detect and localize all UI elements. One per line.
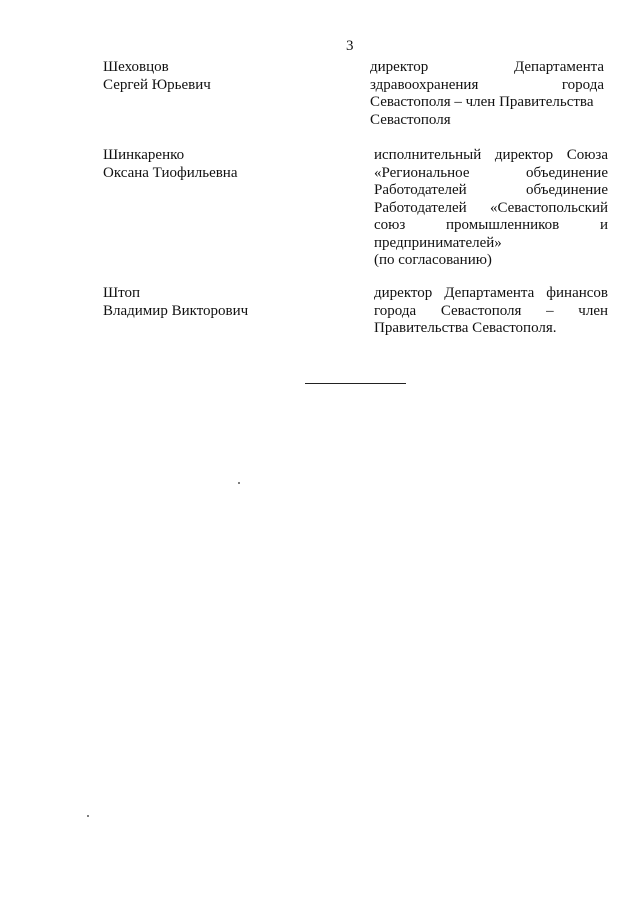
scan-speck [87,815,89,817]
role-line: союз промышленников и [374,217,608,233]
role-line: предпринимателей» [374,234,502,251]
member-surname: Штоп [103,285,141,301]
role-line: города Севастополя – член [374,302,608,319]
role-line: Севастополя – член Правительства [370,94,594,110]
member-given-name: Сергей Юрьевич [103,76,211,93]
member-given-name: Владимир Викторович [103,302,249,319]
role-line: директор Департамента финансов [374,285,608,301]
role-line: «Региональное объединение [374,164,608,181]
role-line: Работодателей «Севастопольский [374,199,608,216]
role-line: директор Департамента [370,59,604,75]
role-line: Правительства Севастополя. [374,320,557,336]
role-line: (по согласованию) [374,252,492,268]
role-line: Севастополя [370,111,451,128]
role-line: Работодателей объединение [374,182,608,198]
scan-speck [238,482,240,484]
member-role-shinkarenko [374,147,608,270]
member-surname: Шеховцов [103,59,169,75]
role-line: здравоохранения города [370,76,604,93]
member-surname: Шинкаренко [103,147,185,163]
member-name-shtop [103,285,343,320]
member-role-shekhovtsov [370,59,604,129]
end-divider [305,383,406,384]
role-line: исполнительный директор Союза [374,147,608,163]
member-name-shekhovtsov [103,59,343,94]
page-number: 3 [346,38,354,54]
member-name-shinkarenko [103,147,343,182]
member-role-shtop [374,285,608,338]
member-given-name: Оксана Тиофильевна [103,164,238,181]
